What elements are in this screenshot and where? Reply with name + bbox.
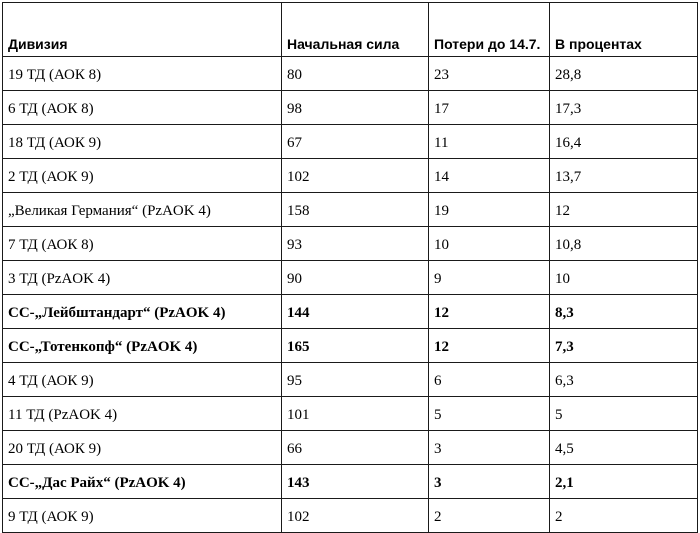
division-cell: 18 ТД (АОК 9) [3, 125, 282, 159]
losses-cell: 5 [429, 397, 550, 431]
table-row [3, 329, 698, 363]
table-row [3, 227, 698, 261]
division-cell: СС-„Лейбштандарт“ (PzAOK 4) [3, 295, 282, 329]
percent-cell: 4,5 [550, 431, 698, 465]
percent-cell: 8,3 [550, 295, 698, 329]
division-cell: СС-„Тотенкопф“ (PzAOK 4) [3, 329, 282, 363]
initial-strength-cell: 143 [282, 465, 429, 499]
table-row [3, 363, 698, 397]
initial-strength-cell: 93 [282, 227, 429, 261]
percent-cell: 5 [550, 397, 698, 431]
percent-cell: 12 [550, 193, 698, 227]
division-cell: 9 ТД (АОК 9) [3, 499, 282, 533]
header-initial-strength: Начальная сила [282, 3, 429, 57]
initial-strength-cell: 102 [282, 499, 429, 533]
initial-strength-cell: 80 [282, 57, 429, 91]
table-row [3, 397, 698, 431]
percent-cell: 2,1 [550, 465, 698, 499]
percent-cell: 10,8 [550, 227, 698, 261]
division-cell: 19 ТД (АОК 8) [3, 57, 282, 91]
division-cell: СС-„Дас Райх“ (PzAOK 4) [3, 465, 282, 499]
table-row [3, 261, 698, 295]
losses-cell: 23 [429, 57, 550, 91]
initial-strength-cell: 165 [282, 329, 429, 363]
initial-strength-cell: 158 [282, 193, 429, 227]
percent-cell: 16,4 [550, 125, 698, 159]
percent-cell: 13,7 [550, 159, 698, 193]
table-row [3, 295, 698, 329]
initial-strength-cell: 98 [282, 91, 429, 125]
initial-strength-cell: 102 [282, 159, 429, 193]
table-row [3, 465, 698, 499]
losses-cell: 3 [429, 431, 550, 465]
initial-strength-cell: 66 [282, 431, 429, 465]
losses-table [2, 2, 698, 533]
table-row [3, 193, 698, 227]
losses-cell: 12 [429, 329, 550, 363]
table-row [3, 125, 698, 159]
losses-cell: 17 [429, 91, 550, 125]
header-percent: В процентах [550, 3, 698, 57]
losses-cell: 10 [429, 227, 550, 261]
losses-cell: 2 [429, 499, 550, 533]
division-cell: 11 ТД (PzAOK 4) [3, 397, 282, 431]
table-body [3, 57, 698, 533]
losses-cell: 12 [429, 295, 550, 329]
division-cell: 7 ТД (АОК 8) [3, 227, 282, 261]
initial-strength-cell: 90 [282, 261, 429, 295]
division-cell: 6 ТД (АОК 8) [3, 91, 282, 125]
losses-cell: 6 [429, 363, 550, 397]
header-division: Дивизия [3, 3, 282, 57]
losses-cell: 3 [429, 465, 550, 499]
header-row [3, 3, 698, 57]
division-cell: „Великая Германия“ (PzAOK 4) [3, 193, 282, 227]
losses-cell: 9 [429, 261, 550, 295]
initial-strength-cell: 101 [282, 397, 429, 431]
percent-cell: 17,3 [550, 91, 698, 125]
percent-cell: 7,3 [550, 329, 698, 363]
table-row [3, 91, 698, 125]
losses-cell: 11 [429, 125, 550, 159]
initial-strength-cell: 144 [282, 295, 429, 329]
table-row [3, 499, 698, 533]
initial-strength-cell: 95 [282, 363, 429, 397]
losses-cell: 19 [429, 193, 550, 227]
percent-cell: 6,3 [550, 363, 698, 397]
division-cell: 2 ТД (АОК 9) [3, 159, 282, 193]
division-cell: 20 ТД (АОК 9) [3, 431, 282, 465]
percent-cell: 28,8 [550, 57, 698, 91]
table-row [3, 431, 698, 465]
division-cell: 4 ТД (АОК 9) [3, 363, 282, 397]
initial-strength-cell: 67 [282, 125, 429, 159]
division-cell: 3 ТД (PzAOK 4) [3, 261, 282, 295]
header-losses: Потери до 14.7. [429, 3, 550, 57]
losses-cell: 14 [429, 159, 550, 193]
percent-cell: 10 [550, 261, 698, 295]
table-row [3, 159, 698, 193]
percent-cell: 2 [550, 499, 698, 533]
table-row [3, 57, 698, 91]
